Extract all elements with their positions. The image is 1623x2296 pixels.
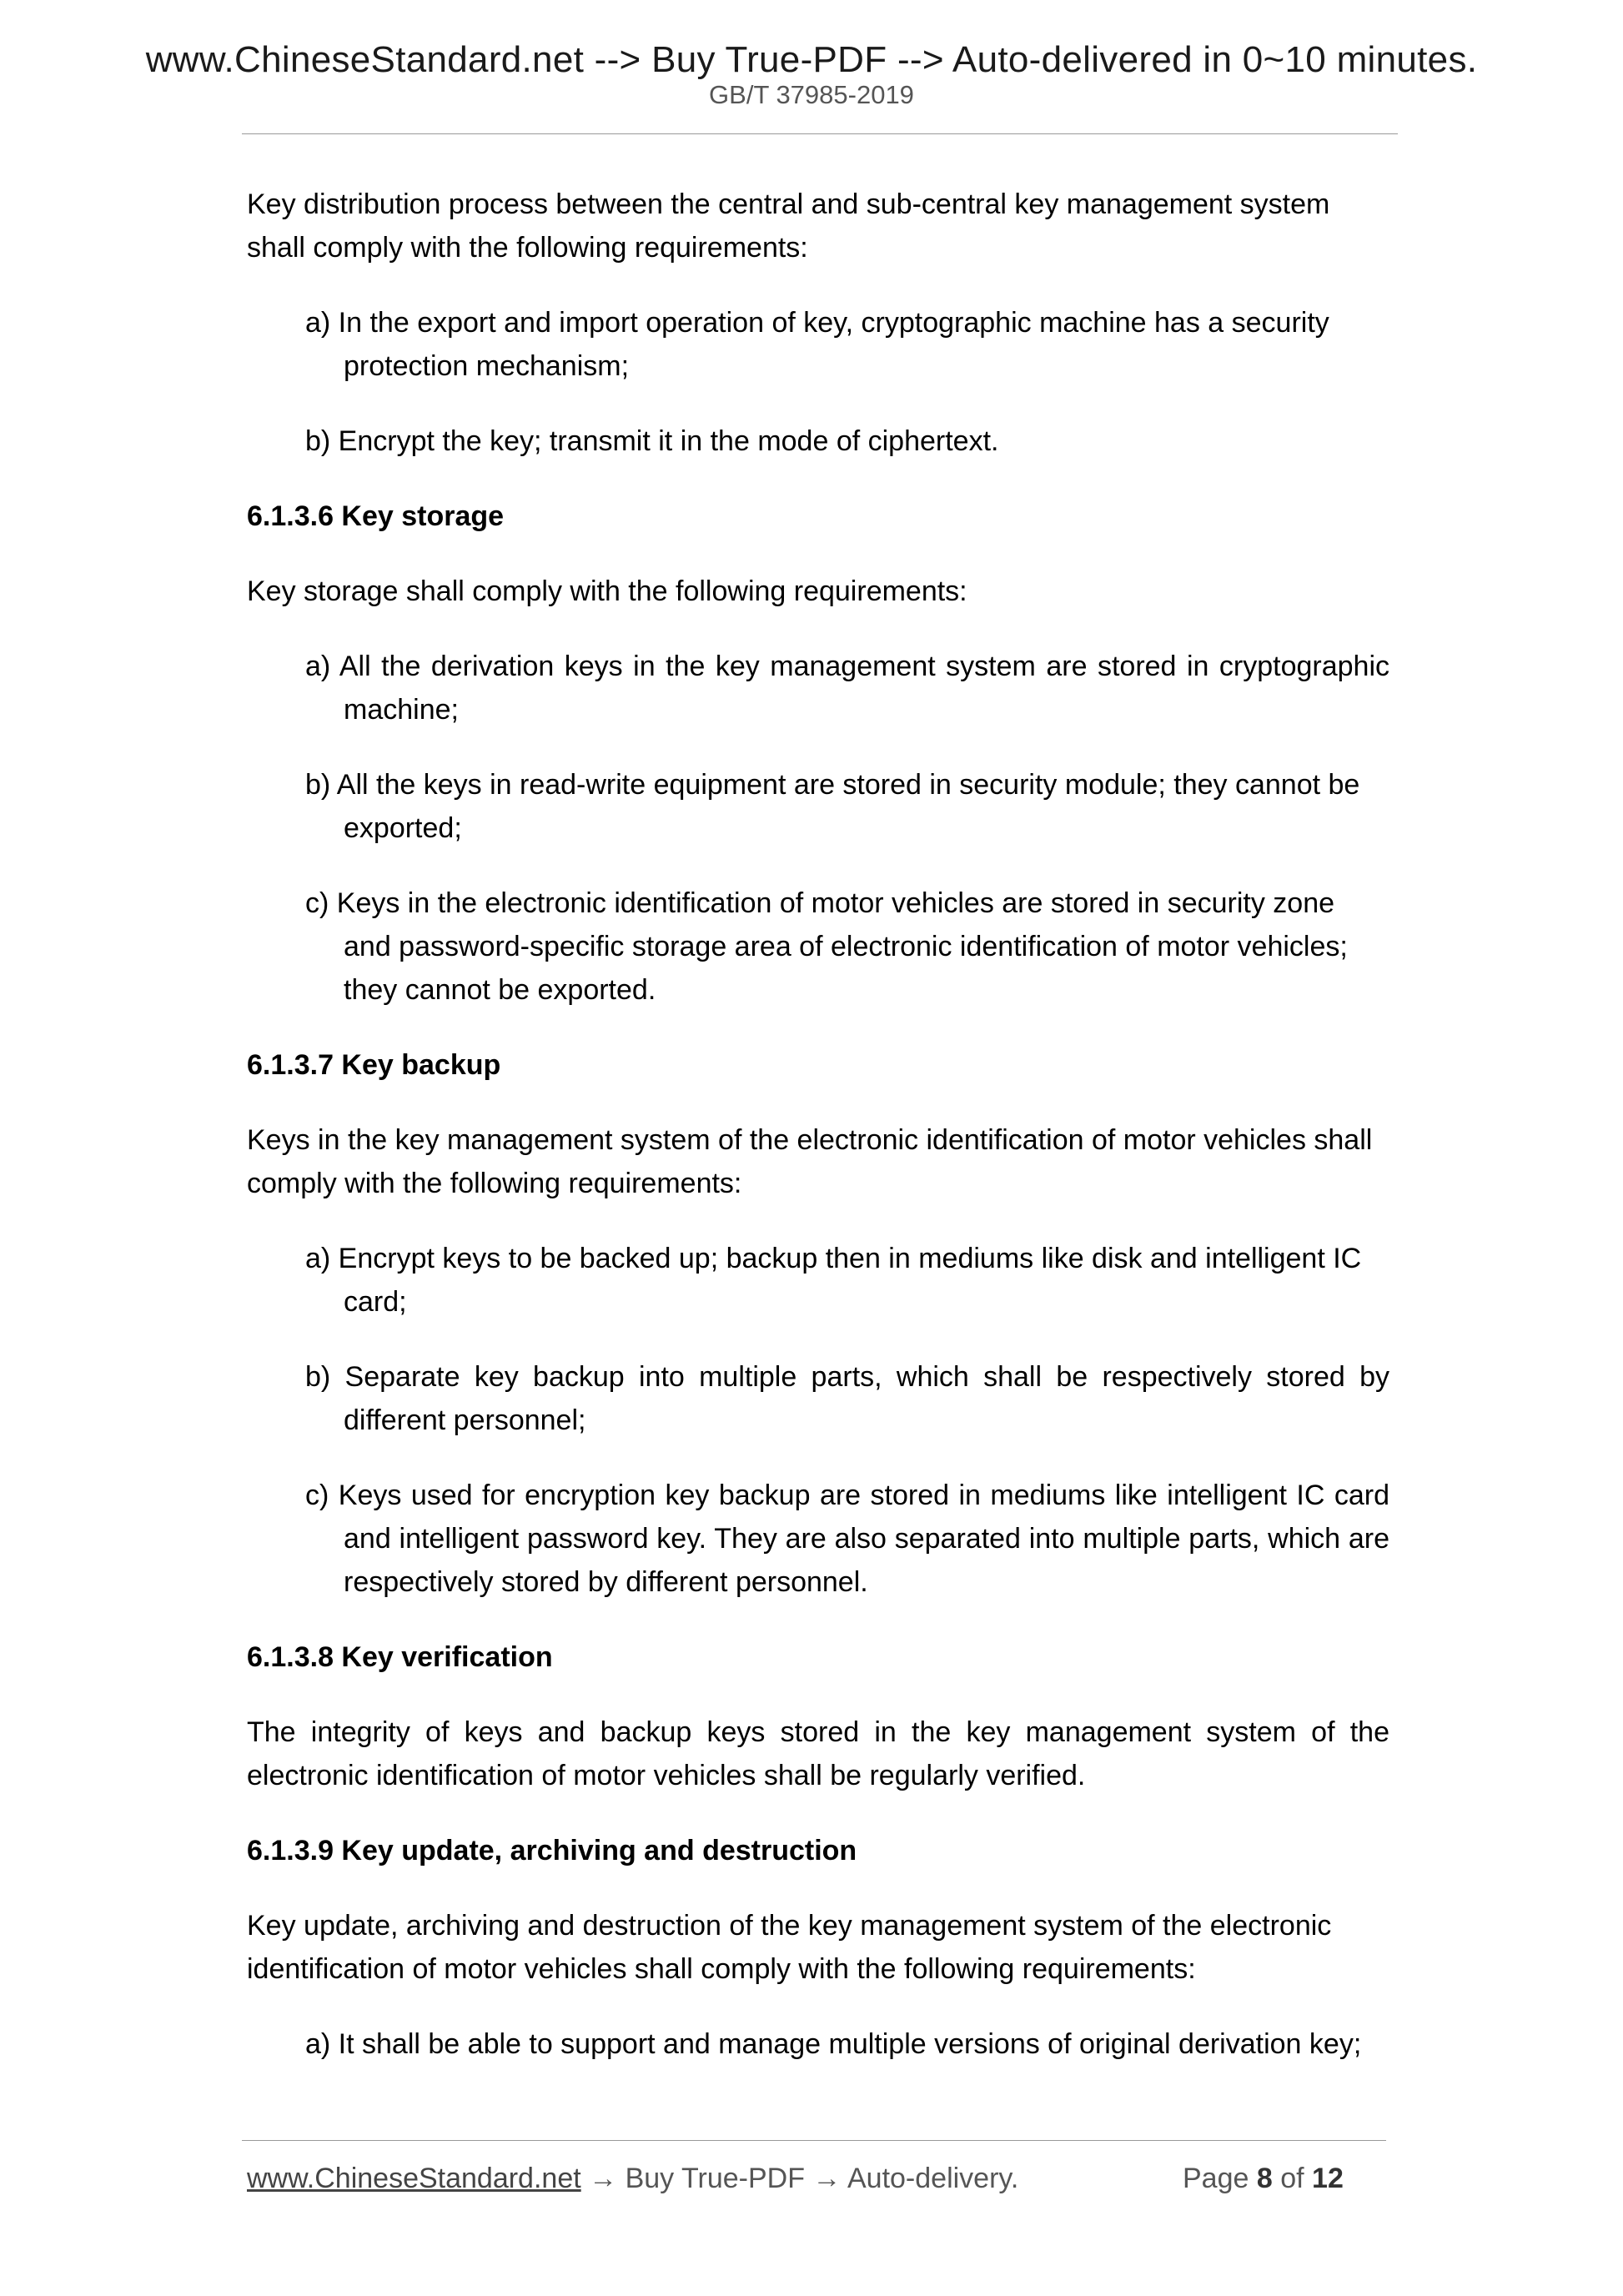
list-item: b) Encrypt the key; transmit it in the mode of ciphertext. — [305, 425, 999, 457]
section-heading-key-backup: 6.1.3.7 Key backup — [247, 1049, 501, 1081]
list-item: a) All the derivation keys in the key management system are stored in cryptographic machine; — [305, 651, 1389, 726]
header-divider — [242, 133, 1398, 134]
page-current: 8 — [1256, 2163, 1273, 2194]
footer-promo — [247, 2162, 1018, 2195]
list-item: a) In the export and import operation of key, cryptographic machine has a security protection mechanism; — [305, 307, 1329, 382]
list-item: a) It shall be able to support and manage multiple versions of original derivation key; — [305, 2028, 1362, 2060]
footer-site-link[interactable]: www.ChineseStandard.net — [247, 2163, 581, 2194]
paragraph-key-distribution: Key distribution process between the central and sub-central key management system shall comply with the following requirements: — [247, 188, 1330, 264]
list-item: b) All the keys in read-write equipment are stored in security module; they cannot be exported; — [305, 769, 1360, 844]
list-item: c) Keys used for encryption key backup are stored in mediums like intelligent IC card and intelligent password key. They are also separated into multiple parts, which are respectively stored by different personnel. — [305, 1480, 1389, 1598]
paragraph-key-verification: The integrity of keys and backup keys stored in the key management system of the electronic identification of motor vehicles shall be regularly verified. — [247, 1716, 1389, 1791]
section-heading-key-update: 6.1.3.9 Key update, archiving and destruction — [247, 1835, 857, 1866]
footer-promo-text: → Buy True-PDF → Auto-delivery. — [580, 2163, 1019, 2194]
paragraph-key-backup: Keys in the key management system of the electronic identification of motor vehicles shall comply with the following requirements: — [247, 1124, 1373, 1199]
page-total: 12 — [1312, 2163, 1344, 2194]
document-body — [247, 183, 1389, 2098]
paragraph-key-storage: Key storage shall comply with the following requirements: — [247, 575, 967, 607]
document-number: GB/T 37985-2019 — [709, 80, 914, 109]
site-banner: www.ChineseStandard.net --> Buy True-PDF --> Auto-delivered in 0~10 minutes. — [145, 39, 1478, 80]
section-heading-key-verification: 6.1.3.8 Key verification — [247, 1641, 553, 1673]
list-item: a) Encrypt keys to be backed up; backup then in mediums like disk and intelligent IC card; — [305, 1243, 1362, 1318]
page-of-label: of — [1280, 2163, 1304, 2194]
list-item: c) Keys in the electronic identification of motor vehicles are stored in security zone and password-specific storage area of electronic identification of motor vehicles; they cannot be exported. — [305, 887, 1348, 1006]
footer-divider — [242, 2140, 1386, 2141]
paragraph-key-update: Key update, archiving and destruction of the key management system of the electronic identification of motor vehicles shall comply with the following requirements: — [247, 1910, 1332, 1985]
section-heading-key-storage: 6.1.3.6 Key storage — [247, 500, 505, 532]
list-item: b) Separate key backup into multiple parts, which shall be respectively stored by different personnel; — [305, 1361, 1389, 1436]
page-indicator — [1183, 2162, 1344, 2195]
page-label: Page — [1183, 2163, 1249, 2194]
